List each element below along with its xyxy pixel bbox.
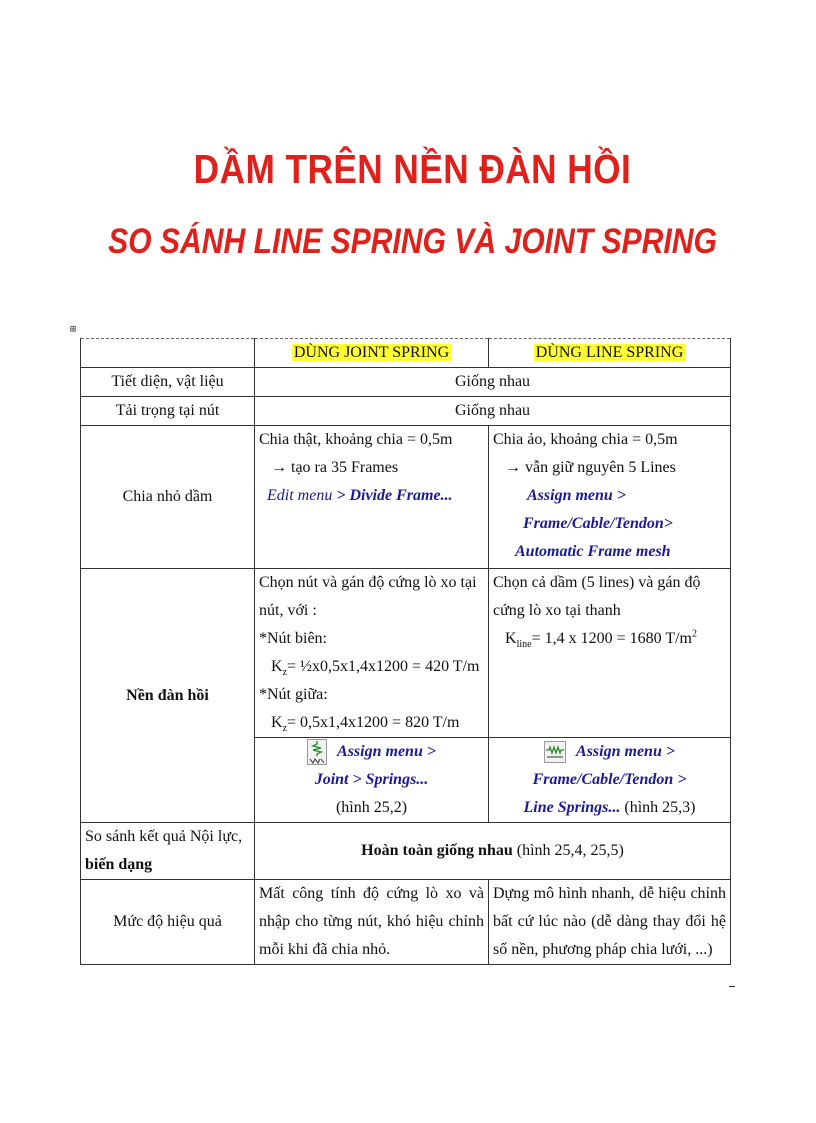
table-row bbox=[81, 426, 731, 569]
page-title: DẦM TRÊN NỀN ĐÀN HỒI bbox=[193, 146, 632, 192]
table-row bbox=[81, 880, 731, 965]
table-move-handle-icon: ⊞ bbox=[70, 325, 77, 336]
middle-node-formula: $K_z= 0,5x1,4x1200 = 820$ T/m bbox=[271, 714, 460, 735]
table-row bbox=[81, 397, 731, 426]
middle-node-label: *Nút giữa: bbox=[259, 686, 328, 703]
line-spring-icon bbox=[544, 741, 566, 763]
foundation-joint-line2: nút, với : bbox=[259, 602, 317, 619]
divide-joint-text: Chia thật, khoảng chia = 0,5m bbox=[259, 431, 453, 448]
efficiency-line-text: Dựng mô hình nhanh, dễ hiệu chỉnh bất cứ lúc nào (dễ dàng thay đổi hệ số nền, phương pháp chia lưới, ...) bbox=[489, 880, 731, 965]
empty-corner-cell bbox=[81, 339, 255, 368]
automatic-frame-mesh-command: Automatic Frame mesh bbox=[515, 543, 671, 560]
line-springs-command-line: Line Springs... (hình 25,3) bbox=[523, 799, 696, 816]
foundation-line-line2: cứng lò xo tại thanh bbox=[493, 602, 621, 619]
line-spring-header: DÙNG LINE SPRING bbox=[489, 339, 731, 368]
joint-springs-command: Joint > Springs... bbox=[314, 771, 429, 788]
line-frame-cable-tendon-command: Frame/Cable/Tendon > bbox=[532, 771, 687, 788]
divide-line-result: → vẫn giữ nguyên 5 Lines bbox=[505, 459, 676, 476]
efficiency-joint-text: Mất công tính độ cứng lò xo và nhập cho từng nút, khó hiệu chỉnh mỗi khi đã chia nhỏ. bbox=[255, 880, 489, 965]
row-label-load: Tải trọng tại nút bbox=[81, 397, 255, 426]
foundation-joint-cell bbox=[255, 569, 489, 738]
row-label-divide: Chia nhỏ dầm bbox=[81, 426, 255, 569]
assign-menu-command: Assign menu > bbox=[527, 487, 626, 504]
line-spring-formula: $K_{line}= 1,4$ x 1200 = 1680 $T/m^2$ bbox=[505, 628, 697, 651]
page-subtitle: SO SÁNH LINE SPRING VÀ JOINT SPRING bbox=[108, 222, 717, 261]
arrow-icon: → bbox=[271, 459, 287, 476]
row-label-section: Tiết diện, vật liệu bbox=[81, 368, 255, 397]
joint-spring-header: DÙNG JOINT SPRING bbox=[255, 339, 489, 368]
joint-assign-command: Assign menu > bbox=[259, 738, 484, 766]
joint-spring-command-cell bbox=[255, 738, 489, 823]
divide-line-cell bbox=[489, 426, 731, 569]
arrow-icon: → bbox=[505, 459, 521, 476]
table-end-mark bbox=[729, 986, 735, 987]
joint-spring-icon bbox=[307, 739, 327, 765]
row-label-efficiency: Mức độ hiệu quả bbox=[81, 880, 255, 965]
divide-line-text: Chia ảo, khoảng chia = 0,5m bbox=[493, 431, 678, 448]
foundation-line-cell bbox=[489, 569, 731, 738]
divide-joint-cell bbox=[255, 426, 489, 569]
edge-node-label: *Nút biên: bbox=[259, 630, 327, 647]
foundation-joint-line1: Chọn nút và gán độ cứng lò xo tại bbox=[259, 574, 477, 591]
table-row bbox=[81, 569, 731, 738]
divide-frame-command: Edit menu > Divide Frame... bbox=[267, 487, 453, 504]
row-label-foundation: Nền đàn hồi bbox=[81, 569, 255, 823]
frame-cable-tendon-command: Frame/Cable/Tendon> bbox=[523, 515, 673, 532]
divide-joint-result: → tạo ra 35 Frames bbox=[271, 459, 399, 476]
row-value-section: Giống nhau bbox=[255, 368, 731, 397]
line-spring-command-cell bbox=[489, 738, 731, 823]
comparison-table bbox=[80, 338, 731, 965]
table-row bbox=[81, 823, 731, 880]
table-header-row bbox=[81, 339, 731, 368]
figure-ref-25-2: (hình 25,2) bbox=[335, 799, 408, 816]
row-value-load: Giống nhau bbox=[255, 397, 731, 426]
line-assign-command: Assign menu > bbox=[493, 738, 726, 766]
row-label-results: So sánh kết quả Nội lực, biến dạng bbox=[81, 823, 255, 880]
figure-ref-25-3: (hình 25,3) bbox=[624, 799, 696, 816]
table-row bbox=[81, 368, 731, 397]
foundation-line-line1: Chọn cả dầm (5 lines) và gán độ bbox=[493, 574, 701, 591]
edge-node-formula: $K_z=$ ½x0,5x1,4x1200 = 420 T/m bbox=[271, 658, 480, 679]
row-value-results: Hoàn toàn giống nhau (hình 25,4, 25,5) bbox=[255, 823, 731, 880]
